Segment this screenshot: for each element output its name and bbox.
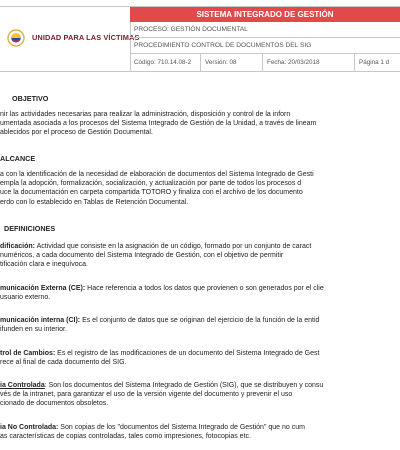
definition-term: municación interna (CI): xyxy=(0,317,81,324)
alcance-line: uce la documentación en carpeta compartida TOTORO y finaliza con el archivo de los documento xyxy=(0,189,303,197)
code-label: Código: 710.14.08-2 xyxy=(134,59,192,66)
definition-text: vés de la intranet, para garantizar el uso de la versión vigente del documento y prevenir el uso xyxy=(0,391,293,399)
procedure-label: PROCEDIMIENTO CONTROL DE DOCUMENTOS DEL SIG xyxy=(130,38,400,54)
definition-text: tificación clara e inequívoca. xyxy=(0,261,88,269)
definition-text: usuario externo. xyxy=(0,294,51,302)
objetivo-line: ablecidos por el proceso de Gestión Documental. xyxy=(0,129,153,137)
system-title: SISTEMA INTEGRADO DE GESTIÓN xyxy=(130,7,400,22)
date-label: Fecha: 20/03/2018 xyxy=(262,54,320,71)
definition-term: ia Controlada xyxy=(0,382,45,389)
version-label: Versión: 08 xyxy=(200,54,237,71)
definition-term: trol de Cambios: xyxy=(0,350,56,357)
section-title-objetivo: OBJETIVO xyxy=(12,94,49,103)
definition-text: rece al final de cada documento del SIG. xyxy=(0,359,127,367)
section-title-alcance: ALCANCE xyxy=(0,154,36,163)
definition-text: as características de copias controladas, tales como impresiones, fotocopias etc. xyxy=(0,433,251,441)
definition-term: municación Externa (CE): xyxy=(0,285,86,292)
section-title-definiciones: DEFINICIONES xyxy=(4,224,56,233)
alcance-line: erdo con lo establecido en Tablas de Retención Documental. xyxy=(0,198,189,206)
definition-text: Es el conjunto de datos que se originan del ejercicio de la función de la entid xyxy=(80,317,320,324)
definition-control-cambios xyxy=(0,349,400,367)
definition-ci xyxy=(0,316,400,334)
definition-text: cionado de documentos obsoletos. xyxy=(0,400,109,408)
alcance-text xyxy=(0,170,400,207)
definition-text: Hace referencia a todos los datos que provienen o son generados por el clie xyxy=(85,285,324,292)
alcance-line: empla la adopción, formalización, socialización, y actualización por parte de todos los procesos d xyxy=(0,180,302,188)
definition-text: Es el registro de las modificaciones de un documento del Sistema Integrado de Gest xyxy=(55,350,320,357)
document-body xyxy=(0,86,400,450)
definition-copia-no-controlada xyxy=(0,423,400,441)
alcance-line: a con la identificación de la necesidad de elaboración de documentos del Sistema Integrado de Gesti xyxy=(0,171,314,178)
definition-copia-controlada xyxy=(0,381,400,409)
definition-text: Son copias de los "documentos del Sistema Integrado de Gestión" que no cum xyxy=(58,424,305,431)
document-metadata xyxy=(130,54,400,71)
definition-ce xyxy=(0,284,400,302)
document-header xyxy=(0,6,400,72)
definition-term: ia No Controlada: xyxy=(0,424,59,431)
process-label: PROCESO: GESTIÓN DOCUMENTAL xyxy=(130,22,400,38)
colombia-seal-icon xyxy=(7,29,25,47)
page-label: Página 1 d xyxy=(354,54,389,71)
definition-text: numéricos, a cada documento del Sistema Integrado de Gestión, con el objetivo de permitir xyxy=(0,252,284,260)
definition-text: : Son los documentos del Sistema Integrado de Gestión (SIG), que se distribuyen y consu xyxy=(44,382,324,389)
definition-codificacion xyxy=(0,242,400,270)
logo-text: UNIDAD PARA LAS VÍCTIMAS xyxy=(32,33,140,42)
definition-term: dificación: xyxy=(0,243,36,250)
logo-cell xyxy=(0,7,140,71)
objetivo-line: umentada asociada a los procesos del Sistema Integrado de Gestión de la Unidad, a través de lineam xyxy=(0,120,317,128)
objetivo-line: nir las actividades necesarias para realizar la administración, disposición y control de la inforn xyxy=(0,111,291,118)
definition-text: ifunden en su interior. xyxy=(0,326,67,334)
definition-text: Actividad que consiste en la asignación de un código, formado por un conjunto de caract xyxy=(35,243,312,250)
objetivo-text xyxy=(0,110,400,138)
